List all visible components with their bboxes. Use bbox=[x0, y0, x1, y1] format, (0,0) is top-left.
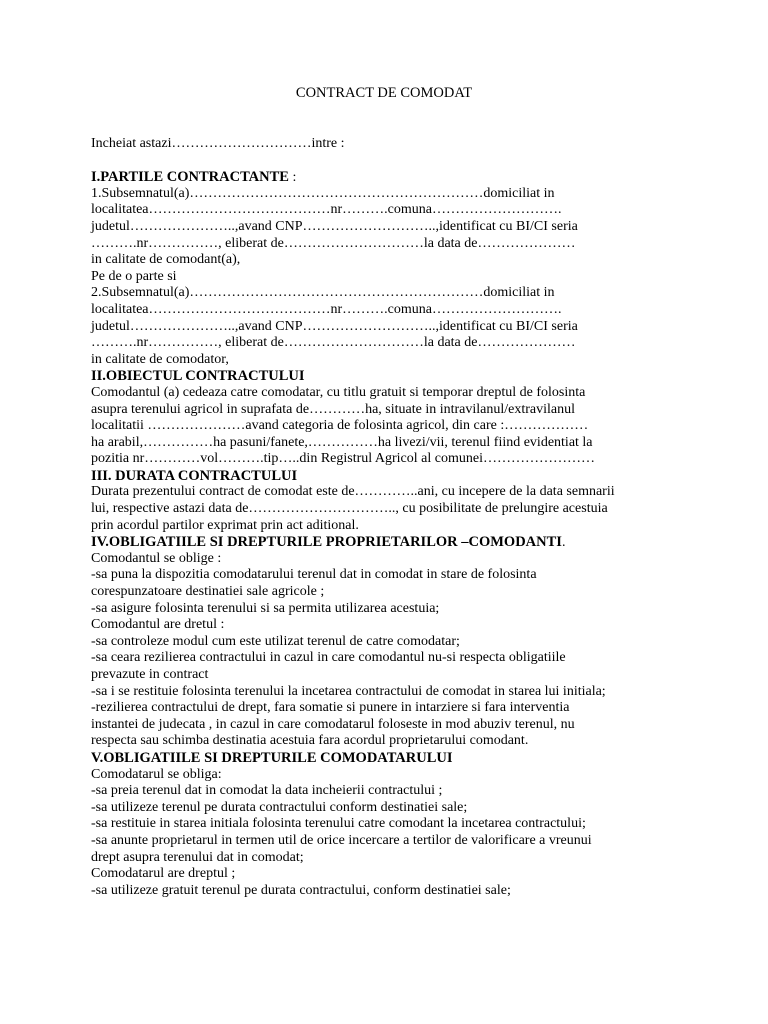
section-line: localitatea…………………………………nr……….comuna………………………. bbox=[91, 301, 562, 317]
section-line: Comodatarul are dreptul ; bbox=[91, 866, 236, 882]
section-duration bbox=[91, 468, 681, 534]
section-object bbox=[91, 368, 681, 468]
section-line: -sa restituie in starea initiala folosinta terenului catre comodant la incetarea contractului; bbox=[91, 816, 586, 832]
section-line: judetul…………………..,avand CNP………………………..,identificat cu BI/CI seria bbox=[91, 218, 578, 234]
section-line: -sa utilizeze terenul pe durata contractului conform destinatiei sale; bbox=[91, 799, 468, 815]
section-line: localitatea…………………………………nr……….comuna………………………. bbox=[91, 202, 562, 218]
section-heading: II.OBIECTUL CONTRACTULUI bbox=[91, 368, 305, 385]
section-line: -sa asigure folosinta terenului si sa permita utilizarea acestuia; bbox=[91, 600, 440, 616]
section-line: prevazute in contract bbox=[91, 667, 209, 682]
section-line: in calitate de comodant(a), bbox=[91, 252, 241, 268]
section-parties bbox=[91, 169, 681, 368]
section-heading-suffix: : bbox=[288, 170, 297, 186]
document-body bbox=[91, 136, 681, 899]
section-line: Durata prezentului contract de comodat este de…………..ani, cu incepere de la data semnarii bbox=[91, 484, 615, 500]
intro-line: Incheiat astazi…………………………intre : bbox=[91, 136, 345, 151]
section-line: ……….nr……………, eliberat de…………………………la data de………………… bbox=[91, 235, 576, 251]
section-line: 2.Subsemnatul(a)………………………………………………………domiciliat in bbox=[91, 285, 555, 301]
section-heading-wrap bbox=[91, 169, 681, 186]
section-borrower-obligations bbox=[91, 750, 681, 899]
section-line: Comodantul are dretul : bbox=[91, 617, 225, 633]
section-line: ha arabil,……………ha pasuni/fanete,……………ha livezi/vii, terenul fiind evidentiat la bbox=[91, 434, 593, 450]
section-line: in calitate de comodator, bbox=[91, 351, 229, 367]
section-line: -sa puna la dispozitia comodatarului terenul dat in comodat in stare de folosinta bbox=[91, 567, 537, 583]
section-heading: I.PARTILE CONTRACTANTE bbox=[91, 169, 289, 186]
section-line: drept asupra terenului dat in comodat; bbox=[91, 849, 304, 865]
section-line: -sa controleze modul cum este utilizat terenul de catre comodatar; bbox=[91, 633, 460, 649]
section-line: localitatii …………………avand categoria de folosinta agricol, din care :……………… bbox=[91, 418, 589, 434]
section-heading: V.OBLIGATIILE SI DREPTURILE COMODATARULUI bbox=[91, 749, 453, 766]
section-line: -sa utilizeze gratuit terenul pe durata contractului, conform destinatiei sale; bbox=[91, 882, 511, 898]
section-heading: IV.OBLIGATIILE SI DREPTURILE PROPRIETARILOR –COMODANTI bbox=[91, 534, 562, 551]
section-line: -sa ceara rezilierea contractului in cazul in care comodantul nu-si respecta obligatiile bbox=[91, 650, 566, 666]
section-line: prin acordul partilor exprimat prin act aditional. bbox=[91, 517, 359, 533]
section-line: judetul…………………..,avand CNP………………………..,identificat cu BI/CI seria bbox=[91, 318, 578, 334]
spacer bbox=[91, 153, 681, 170]
section-line: Pe de o parte si bbox=[91, 268, 177, 284]
section-line: ……….nr……………, eliberat de…………………………la data de………………… bbox=[91, 335, 576, 351]
section-line: -rezilierea contractului de drept, fara somatie si punere in intarziere si fara interventia bbox=[91, 700, 570, 716]
section-line: pozitia nr…………vol……….tip…..din Registrul Agricol al comunei…………………… bbox=[91, 451, 595, 467]
section-heading-suffix: . bbox=[561, 535, 566, 551]
section-line: instantei de judecata , in cazul in care comodatarul foloseste in mod abuziv terenul, nu bbox=[91, 716, 575, 732]
section-line: lui, respective astazi data de………………………….., cu posibilitate de prelungire acestuia bbox=[91, 501, 608, 517]
section-line: -sa preia terenul dat in comodat la data incheierii contractului ; bbox=[91, 783, 443, 799]
section-line: Comodantul (a) cedeaza catre comodatar, cu titlu gratuit si temporar dreptul de folosinta bbox=[91, 384, 586, 400]
section-line: Comodatarul se obliga: bbox=[91, 766, 222, 782]
section-line: corespunzatoare destinatiei sale agricole ; bbox=[91, 584, 325, 600]
section-heading: III. DURATA CONTRACTULUI bbox=[91, 467, 298, 484]
section-line: Comodantul se oblige : bbox=[91, 550, 222, 566]
section-heading-wrap bbox=[91, 534, 681, 551]
section-line: -sa anunte proprietarul in termen util de orice incercare a tertilor de valorificare a vreunui bbox=[91, 832, 592, 848]
section-line: -sa i se restituie folosinta terenului la incetarea contractului de comodat in starea lui initiala; bbox=[91, 683, 606, 699]
section-line: respecta sau schimba destinatia acestuia fara acordul proprietarului comodant. bbox=[91, 733, 529, 749]
section-line: asupra terenului agricol in suprafata de…………ha, situate in intravilanul/extravilanul bbox=[91, 401, 576, 417]
document-title: CONTRACT DE COMODAT bbox=[295, 85, 473, 101]
section-owner-obligations bbox=[91, 534, 681, 750]
section-line: 1.Subsemnatul(a)………………………………………………………domiciliat in bbox=[91, 185, 555, 201]
